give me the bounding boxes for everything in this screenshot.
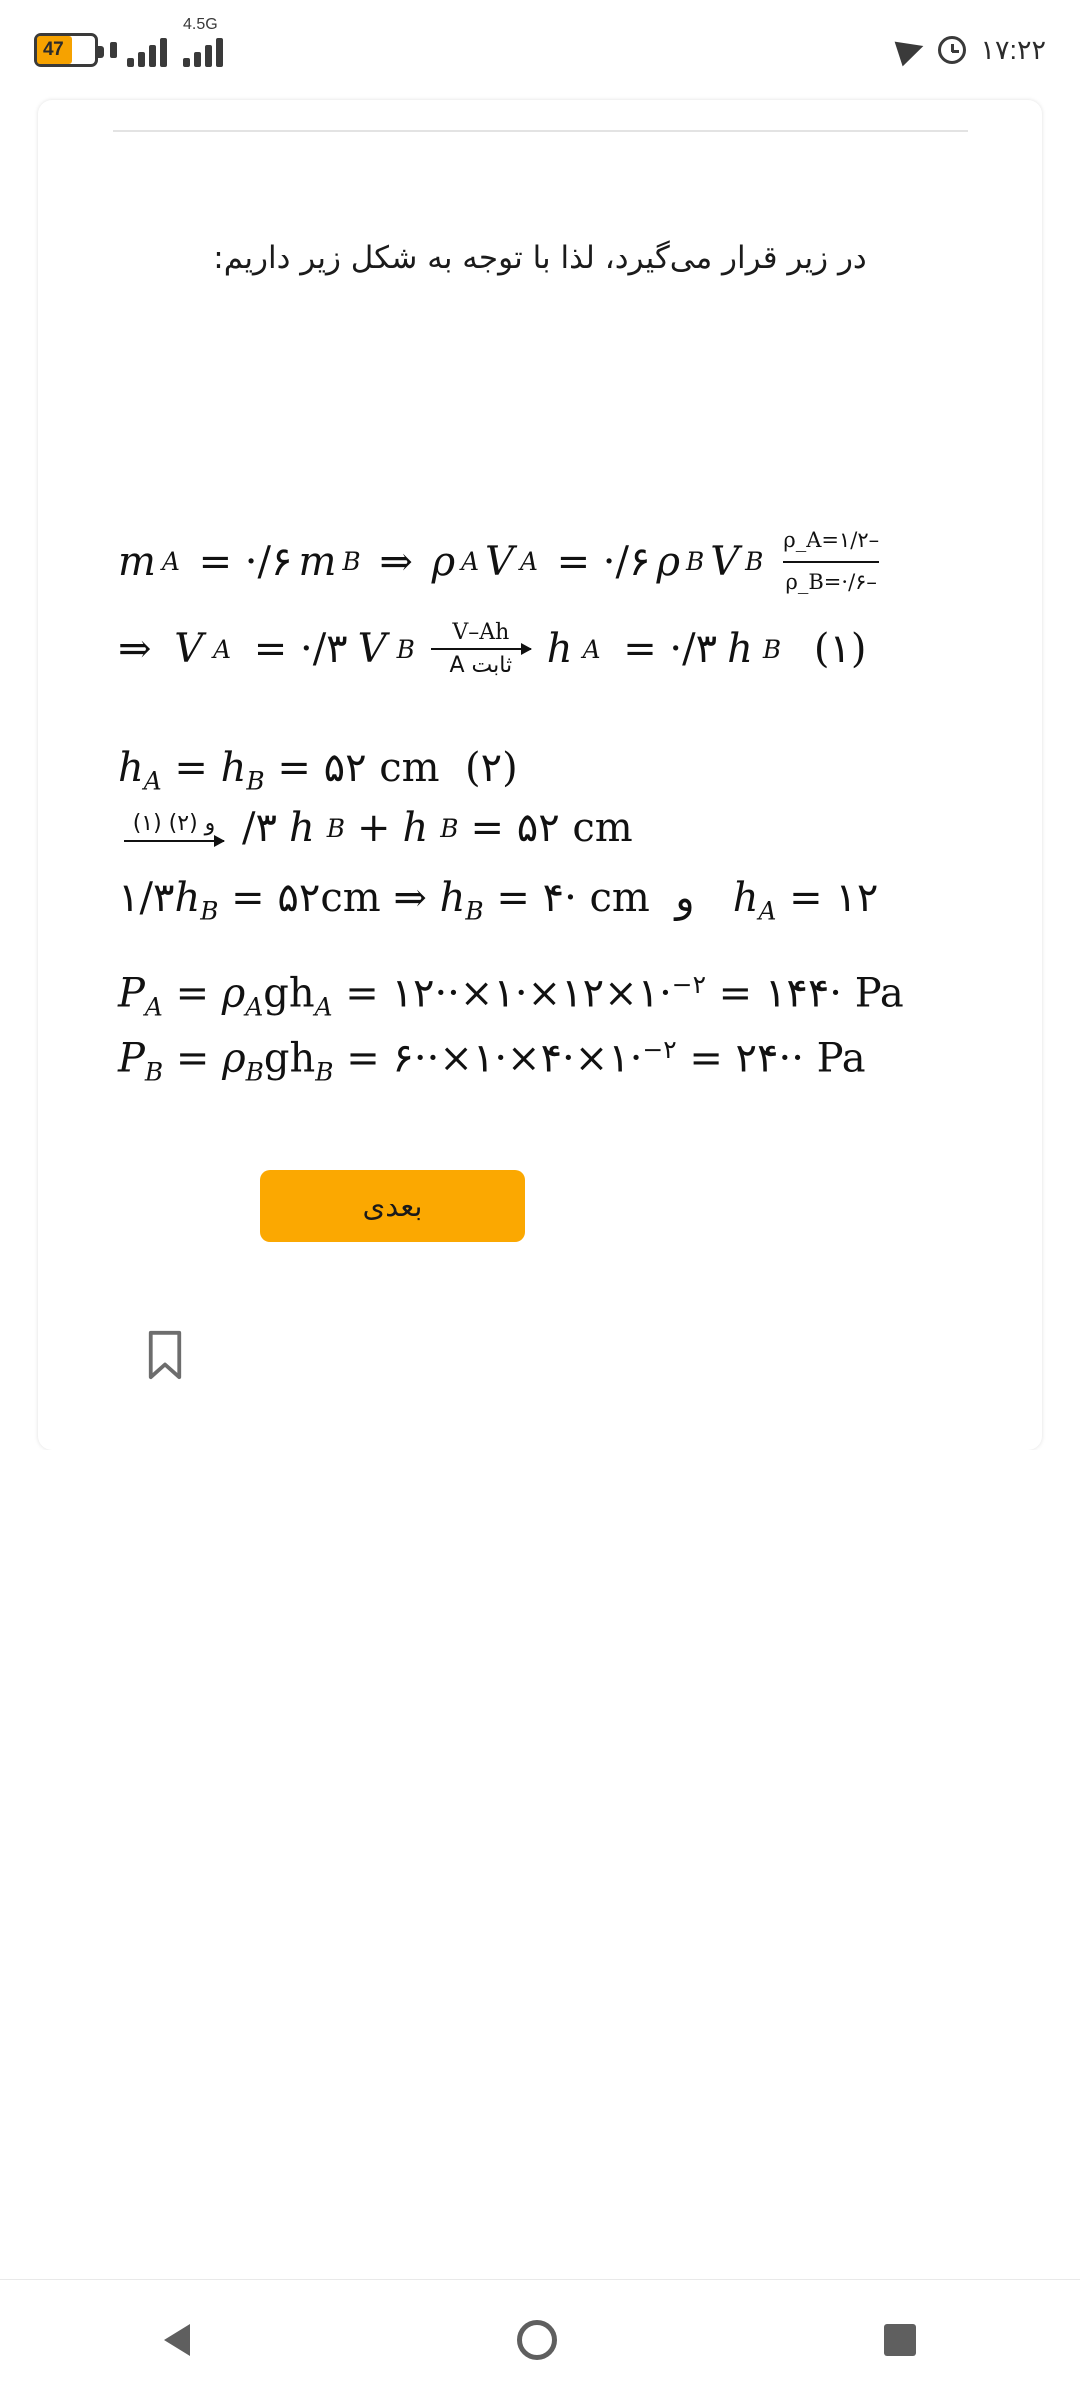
status-bar-right — [898, 35, 1046, 66]
system-navigation-bar — [0, 2279, 1080, 2400]
home-icon[interactable] — [517, 2320, 557, 2360]
intro-text: در زیر قرار می‌گیرد، لذا با توجه به شکل زیر داریم: — [213, 240, 867, 276]
arrow-bottom-label: A ثابت — [449, 653, 513, 679]
signal-icon-sim2 — [183, 16, 223, 67]
status-bar — [0, 0, 1080, 100]
divider — [113, 130, 968, 132]
equation-line-5: $۱/۳h_B$ = ۵۲cm ⇒ $h_B$ = ۴· cm و $h_A$ = ۱۲ — [118, 875, 879, 926]
density-fraction — [783, 525, 879, 598]
arrow-top-label: V–Ah — [452, 620, 510, 645]
back-icon[interactable] — [164, 2324, 190, 2356]
alarm-icon — [938, 36, 966, 64]
recents-icon[interactable] — [884, 2324, 916, 2356]
density-b-label: ρ_B=·/۶– — [785, 569, 877, 594]
battery-icon — [34, 33, 98, 67]
equation-line-4: (۱) و (۲) /۳ h B + h B = ۵۲ cm — [38, 805, 1042, 851]
battery-tail-icon — [110, 42, 117, 58]
lesson-card — [38, 100, 1042, 1450]
status-bar-left — [34, 16, 223, 67]
arrow-top-label-2: (۱) و (۲) — [132, 811, 216, 837]
signal-icon-sim1 — [127, 33, 167, 67]
equation-line-1: m A = ·/۶ m B ⇒ ρ A V A = ·/۶ ρ B V B $\frac{\rho\_A=۱/۲-}{\rho\_B=\cdot/۶-}$ — [38, 525, 1042, 598]
combine-arrow — [124, 811, 224, 844]
equation-line-2: ⇒ V A = ·/۳ V B V–Ah A ثابت h A = ·/۳ h B (۱) — [118, 620, 867, 679]
page-background — [0, 1450, 1080, 2280]
network-type-label: 4.5G — [183, 16, 218, 33]
next-button[interactable]: بعدی — [260, 1170, 525, 1242]
clock-label: ۱۷:۲۲ — [980, 34, 1046, 65]
equation-tag-1: (۱) — [813, 626, 867, 673]
battery-percent-label: 47 — [43, 39, 64, 60]
equation-line-3: $h_A = h_B$ = ۵۲ cm (۲) — [118, 745, 518, 796]
telegram-icon — [895, 34, 928, 67]
bookmark-icon[interactable] — [146, 1328, 184, 1382]
equation-line-7: $P_B = \rho_Bgh_B$ = ۶··×۱·×۴·×۱·$^{-۲}$ = ۲۴·· Pa — [118, 1035, 866, 1087]
density-a-label: ρ_A=۱/۲– — [783, 528, 880, 552]
substitution-arrow — [431, 620, 531, 679]
equation-line-6: $P_A = \rho_Agh_A$ = ۱۲··×۱·×۱۲×۱·$^{-۲}$ = ۱۴۴· Pa — [118, 970, 904, 1022]
